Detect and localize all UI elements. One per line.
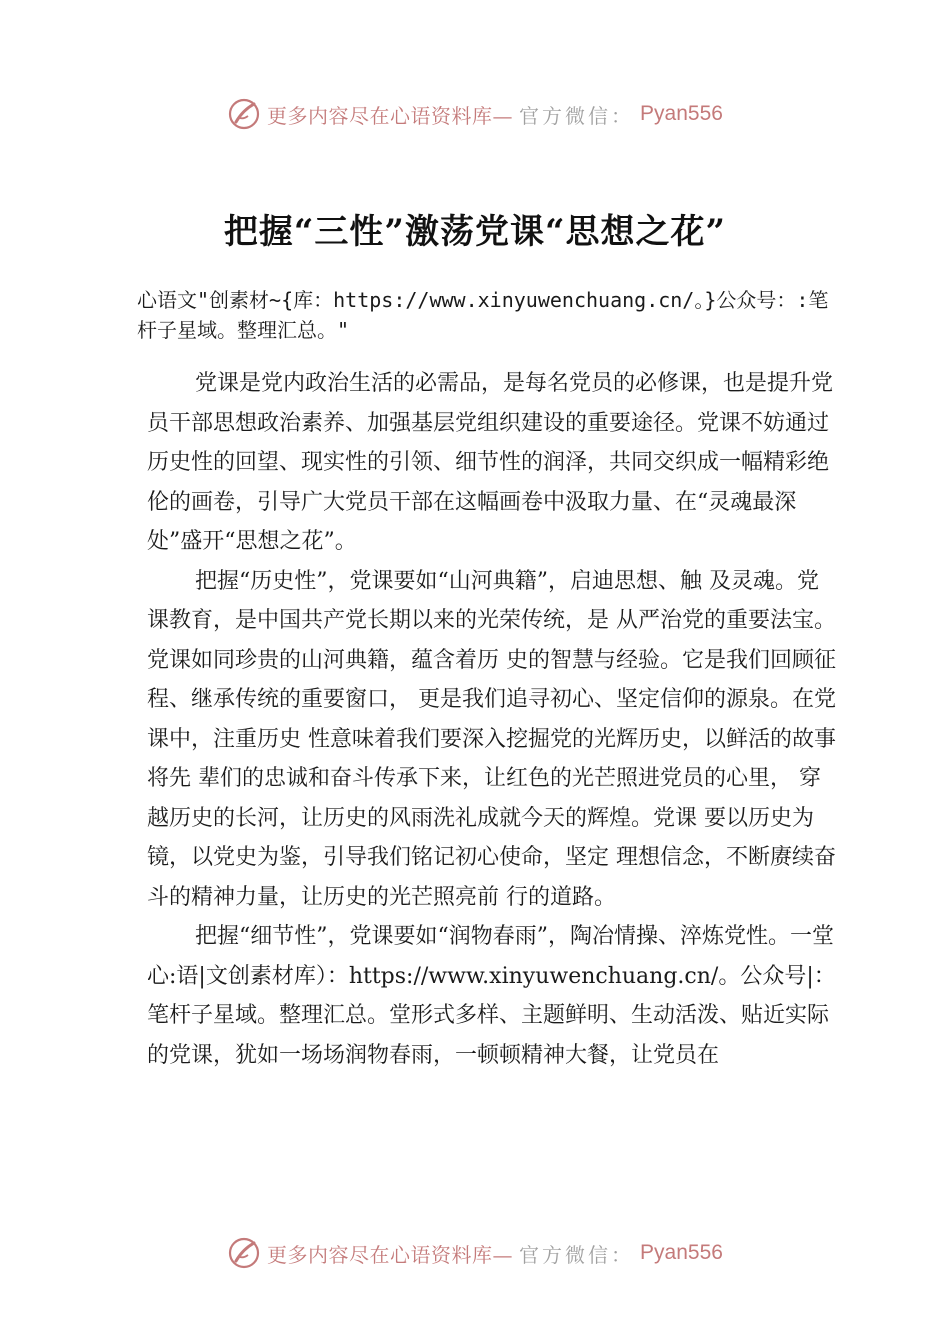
document-title: 把握“三性”激荡党课“思想之花” — [223, 212, 727, 252]
paragraph-history: 把握“历史性”，党课要如“山河典籍”，启迪思想、触 及灵魂。党课教育，是中国共产党长期以来的光荣传统，是 从严治党的重要法宝。党课如同珍贵的山河典籍，蕴含着历 史的智慧与经验。它是我们回顾征程、继承传统的重要窗口， 更是我们追寻初心、坚定信仰的源泉。在党课中，注重历史 性意味着我们要深入挖掘党的光辉历史，以鲜活的故事将先 辈们的忠诚和奋斗传承下来，让红色的光芒照进党员的心里， 穿越历史的长河，让历史的风雨洗礼成就今天的辉煌。党课 要以历史为镜，以党史为鉴，引导我们铭记初心使命，坚定 理想信念，不断赓续奋斗的精神力量，让历史的光芒照亮前 行的道路。 — [147, 568, 836, 910]
banner-wechat-label: 官方微信： — [519, 103, 635, 128]
banner-wechat-label: 官方微信： — [519, 1242, 635, 1267]
source-note: 心语文"创素材~{库：https://www.xinyuwenchuang.cn/。}公众号：:笔杆子星域。整理汇总。" — [137, 288, 829, 342]
brush-logo-icon — [227, 97, 261, 131]
banner-text: 更多内容尽在心语资料库— — [267, 1242, 514, 1267]
paragraph-intro: 党课是党内政治生活的必需品，是每名党员的必修课，也是提升党员干部思想政治素养、加强基层党组织建设的重要途径。党课不妨通过历史性的回望、现实性的引领、细节性的润泽，共同交织成一幅精彩绝伦的画卷，引导广大党员干部在这幅画卷中汲取力量、在“灵魂最深处”盛开“思想之花”。 — [147, 371, 834, 554]
paragraph-detail: 把握“细节性”，党课要如“润物春雨”，陶冶情操、淬炼党性。一堂心:语|文创素材库）：https://www.xinyuwenchuang.cn/。公众号|：笔杆子星域。整理汇总。堂形式多样、主题鲜明、生动活泼、贴近实际的党课，犹如一场场润物春雨，一顿顿精神大餐，让党员在 — [147, 924, 836, 1068]
document-body — [147, 364, 837, 1075]
banner-wechat-id: Pyan556 — [640, 102, 723, 125]
banner-text: 更多内容尽在心语资料库— — [267, 103, 514, 128]
banner-wechat-id: Pyan556 — [640, 1241, 723, 1264]
footer-watermark — [0, 1233, 950, 1273]
header-watermark — [0, 94, 950, 134]
brush-logo-icon — [227, 1236, 261, 1270]
